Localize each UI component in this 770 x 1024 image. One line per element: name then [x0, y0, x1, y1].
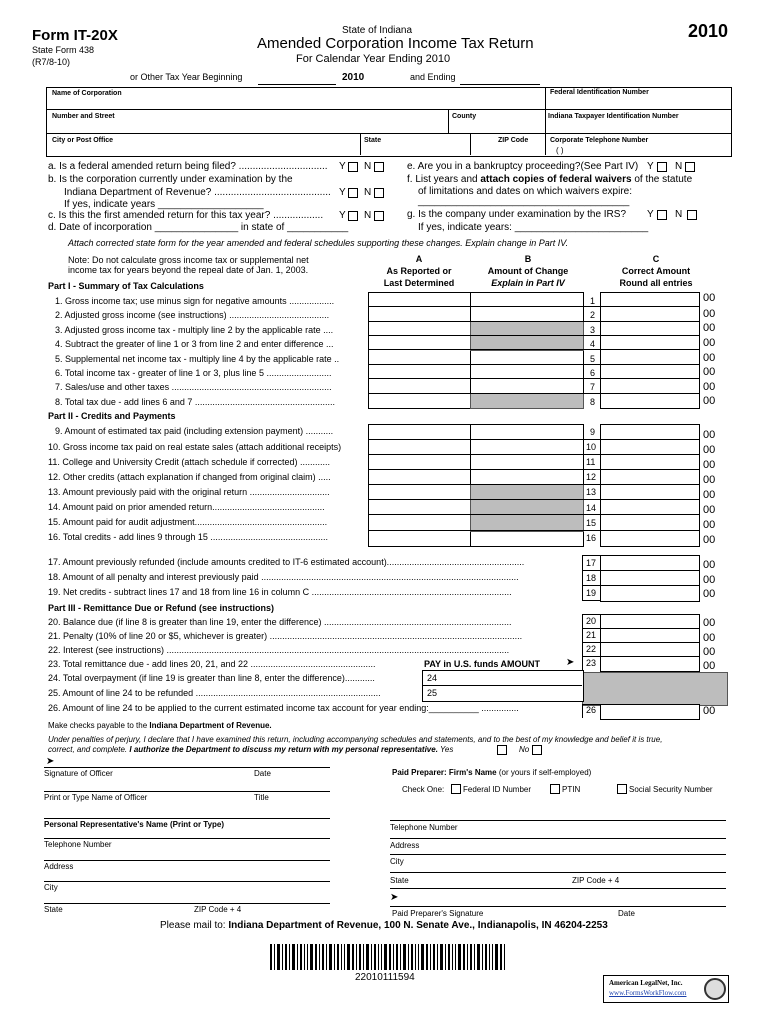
question-a-yes: Y [339, 161, 346, 172]
question-f-2: of limitations and dates on which waivers expire: [418, 186, 632, 197]
part2-row-divider [368, 439, 700, 440]
taxpayer-id-field[interactable]: Indiana Taxpayer Identification Number [548, 113, 679, 120]
question-g-no: N [675, 209, 683, 220]
column-b-subheader: Explain in Part IV [491, 278, 565, 288]
row-divider [582, 656, 700, 657]
federal-id-label: Federal ID Number [463, 785, 532, 794]
line-number: 25 [427, 688, 438, 698]
column-a-header: As Reported or [386, 266, 452, 276]
line-20: 20. Balance due (if line 8 is greater than line 19, enter the difference) ........................................................................... [48, 617, 512, 627]
county-divider [448, 109, 449, 133]
part2-shaded-b-13-15 [470, 484, 584, 532]
preparer-date-label: Date [618, 909, 635, 918]
question-g: g. Is the company under examination by the IRS? [407, 209, 627, 220]
ptin-checkbox[interactable] [550, 784, 560, 794]
line-number: 11 [586, 457, 596, 467]
cents-00: 00 [703, 429, 716, 441]
cents-00: 00 [703, 474, 716, 486]
lines-20-23-input[interactable] [600, 614, 700, 672]
part2-row-divider [368, 454, 700, 455]
preparer-address-line[interactable] [390, 838, 726, 839]
arrow-right-icon: ➤ [46, 756, 55, 767]
lines-17-19-input[interactable] [600, 555, 700, 602]
line-number: 23 [586, 658, 597, 668]
county-field[interactable]: County [452, 113, 477, 120]
cents-00: 00 [703, 308, 716, 320]
rep-zip-label: ZIP Code + 4 [194, 905, 242, 914]
line-number: 1 [590, 296, 596, 306]
question-a-yes-checkbox[interactable] [348, 162, 358, 172]
part2-line-13: 13. Amount previously paid with the original return ................................ [48, 487, 330, 497]
authorize-yes-checkbox[interactable] [497, 745, 507, 755]
cents-00: 00 [703, 534, 716, 546]
line-19: 19. Net credits - subtract lines 17 and 18 from line 16 in column C ................................................................................ [48, 587, 512, 597]
barcode-number: 22010111594 [355, 972, 415, 983]
officer-title-label: Title [254, 793, 269, 802]
state-divider [360, 133, 361, 155]
linenum-box-left [582, 555, 583, 600]
cents-00: 00 [703, 337, 716, 349]
cents-00: 00 [703, 322, 716, 334]
line-26: 26. Amount of line 24 to be applied to the current estimated income tax account for year ending:__________ ............... [48, 703, 519, 713]
part1-row-divider [368, 349, 700, 350]
preparer-state-label: State [390, 876, 409, 885]
state-form-number: State Form 438 [32, 45, 95, 55]
rep-phone-label: Telephone Number [44, 840, 112, 849]
form-title: Form IT-20X [32, 27, 118, 44]
federal-id-checkbox[interactable] [451, 784, 461, 794]
entity-info-box [46, 87, 732, 157]
line-number: 8 [590, 397, 596, 407]
row-divider [582, 585, 700, 586]
line-number: 9 [590, 427, 596, 437]
preparer-state-line[interactable] [390, 872, 726, 873]
line-number: 24 [427, 673, 438, 683]
rep-phone-line[interactable] [44, 838, 330, 839]
part1-row-divider [368, 335, 700, 336]
tax-year-beginning-label: or Other Tax Year Beginning [130, 72, 243, 82]
question-e-yes-checkbox[interactable] [657, 162, 667, 172]
rep-address-label: Address [44, 862, 74, 871]
row-divider [582, 642, 700, 643]
part1-line-7: 7. Sales/use and other taxes ................................................................ [55, 382, 332, 392]
preparer-heading: Paid Preparer: Firm's Name (or yours if self-employed) [392, 768, 592, 777]
line-23: 23. Total remittance due - add lines 20, 21, and 22 .................................................. [48, 659, 376, 669]
question-e-yes: Y [647, 161, 654, 172]
note-line-2: income tax for years beyond the repeal date of Jan. 1, 2003. [68, 265, 309, 275]
preparer-city-line[interactable] [390, 854, 726, 855]
line-number: 26 [586, 705, 597, 715]
part1-row-divider [368, 393, 700, 394]
entity-vdivider [545, 87, 546, 155]
part1-line-1: 1. Gross income tax; use minus sign for negative amounts .................. [55, 296, 335, 306]
line-17: 17. Amount previously refunded (include amounts credited to IT-6 estimated account)....................................................... [48, 557, 525, 567]
row-divider [422, 685, 582, 686]
cents-00: 00 [703, 459, 716, 471]
city-field[interactable]: City or Post Office [52, 137, 114, 144]
part2-column-a-input[interactable] [368, 424, 472, 547]
authorize-no-label: No [519, 745, 530, 754]
column-a-letter: A [415, 254, 423, 264]
part1-shaded-b-8 [470, 393, 584, 409]
question-c-no: N [364, 210, 372, 221]
preparer-phone-label: Telephone Number [390, 823, 458, 832]
note-line-1: Note: Do not calculate gross income tax or supplemental net [68, 255, 309, 265]
preparer-zip-line[interactable] [390, 888, 726, 889]
question-g-no-checkbox[interactable] [687, 210, 697, 220]
rep-name-line[interactable] [44, 818, 330, 819]
cents-00: 00 [703, 381, 716, 393]
cents-00: 00 [703, 444, 716, 456]
part1-line-4: 4. Subtract the greater of line 1 or 3 from line 2 and enter difference ... [55, 339, 334, 349]
ssn-checkbox[interactable] [617, 784, 627, 794]
part1-line-6: 6. Total income tax - greater of line 1 or 3, plus line 5 .......................... [55, 368, 332, 378]
question-b-years: If yes, indicate years ___________________ [64, 199, 264, 210]
rep-state-label: State [44, 905, 63, 914]
part3-heading: Part III - Remittance Due or Refund (see instructions) [48, 603, 275, 613]
question-b: b. Is the corporation currently under examination by the [48, 174, 293, 185]
phone-parentheses: ( ) [556, 146, 564, 155]
question-b-yes: Y [339, 187, 346, 198]
line-number: 20 [586, 616, 597, 626]
tax-year: 2010 [688, 21, 729, 41]
column-c-header: Correct Amount [621, 266, 691, 276]
officer-signature-line[interactable] [44, 767, 330, 768]
preparer-address-label: Address [390, 841, 420, 850]
part2-line-10: 10. Gross income tax paid on real estate sales (attach additional receipts) [48, 442, 342, 452]
part2-row-divider [368, 499, 700, 500]
question-g-yes: Y [647, 209, 654, 220]
question-g-yes-checkbox[interactable] [657, 210, 667, 220]
begin-date-line [258, 84, 336, 85]
corporation-name-field[interactable]: Name of Corporation [52, 90, 122, 97]
perjury-statement-1: Under penalties of perjury, I declare that I have examined this return, including accompanying schedules and statements, and to the best of my knowledge and belief it is true, [48, 735, 663, 744]
preparer-signature-label: Paid Preparer's Signature [392, 909, 484, 918]
question-a-no: N [364, 161, 372, 172]
question-f-blank: ______________________________________ [418, 196, 630, 207]
part1-row-divider [368, 306, 700, 307]
rep-address-line[interactable] [44, 860, 330, 861]
publisher-website[interactable]: www.FormsWorkFlow.com [609, 989, 687, 997]
question-e-no-checkbox[interactable] [685, 162, 695, 172]
part2-column-c-input[interactable] [600, 424, 700, 547]
eagle-seal-icon [704, 978, 726, 1000]
question-c-no-checkbox[interactable] [374, 211, 384, 221]
line-number: 6 [590, 368, 596, 378]
line-25: 25. Amount of line 24 to be refunded .......................................................................... [48, 688, 381, 698]
question-a: a. Is a federal amended return being filed? ................................ [48, 161, 328, 172]
cents-00: 00 [703, 705, 716, 717]
zip-divider [470, 133, 471, 155]
arrow-right-icon: ➤ [390, 892, 399, 903]
line-number: 18 [586, 573, 597, 583]
part2-line-16: 16. Total credits - add lines 9 through 15 ............................................... [48, 532, 328, 542]
calendar-year-line: For Calendar Year Ending 2010 [296, 53, 451, 65]
make-checks-note: Make checks payable to the Indiana Department of Revenue. [48, 721, 272, 730]
column-b-letter: B [524, 254, 532, 264]
linenum-box-top [582, 614, 600, 615]
zip-field[interactable]: ZIP Code [498, 137, 529, 144]
linenum-box-bottom [582, 600, 600, 601]
form-revision: (R7/8-10) [32, 57, 71, 67]
line-number: 13 [586, 487, 597, 497]
rep-city-label: City [44, 883, 58, 892]
part1-row-divider [368, 364, 700, 365]
question-e: e. Are you in a bankruptcy proceeding?(See Part IV) [407, 161, 639, 172]
part1-line-3: 3. Adjusted gross income tax - multiply line 2 by the applicable rate .... [55, 325, 334, 335]
print-name-label: Print or Type Name of Officer [44, 793, 148, 802]
and-ending-label: and Ending [410, 72, 456, 82]
part1-row-divider [368, 321, 700, 322]
question-c-yes: Y [339, 210, 346, 221]
line-number: 12 [586, 472, 597, 482]
cents-00: 00 [703, 617, 716, 629]
cents-00: 00 [703, 395, 716, 407]
part1-shaded-b-3-4 [470, 321, 584, 351]
lines-24-25-input[interactable] [422, 670, 584, 702]
cents-00: 00 [703, 588, 716, 600]
linenum-box-left [582, 704, 583, 718]
question-c-yes-checkbox[interactable] [348, 211, 358, 221]
cents-00: 00 [703, 574, 716, 586]
publisher-name: American LegalNet, Inc. [609, 979, 683, 987]
line-22: 22. Interest (see instructions) ......................................................................................................................................... [48, 645, 510, 655]
column-b-header: Amount of Change [487, 266, 569, 276]
year-field: 2010 [342, 72, 365, 83]
line-number: 3 [590, 325, 596, 335]
rep-name-label: Personal Representative's Name (Print or Type) [44, 820, 225, 829]
ssn-label: Social Security Number [629, 785, 713, 794]
attach-instruction: Attach corrected state form for the year amended and federal schedules supporting these changes. Explain change in Part IV. [68, 238, 569, 248]
line-24: 24. Total overpayment (if line 19 is greater than line 8, enter the difference)............ [48, 673, 375, 683]
part1-line-8: 8. Total tax due - add lines 6 and 7 ........................................................ [55, 397, 335, 407]
mailing-address: Please mail to: Indiana Department of Revenue, 100 N. Senate Ave., Indianapolis, IN 46204-2253 [160, 920, 608, 931]
page-title: Amended Corporation Income Tax Return [257, 35, 534, 52]
cents-00: 00 [703, 366, 716, 378]
perjury-statement-2: correct, and complete. I authorize the Department to discuss my return with my personal representative. Yes [48, 745, 454, 754]
line-number: 14 [586, 503, 597, 513]
part2-line-9: 9. Amount of estimated tax paid (including extension payment) ........... [55, 426, 334, 436]
line-number: 21 [586, 630, 597, 640]
column-c-letter: C [652, 254, 660, 264]
part2-row-divider [368, 469, 700, 470]
entity-divider-2 [46, 133, 732, 134]
line-number: 22 [586, 644, 597, 654]
rep-city-line[interactable] [44, 881, 330, 882]
column-c-subheader: Round all entries [619, 278, 693, 288]
shaded-lines-24-25 [582, 672, 728, 706]
line-number: 17 [586, 558, 597, 568]
question-g-years: If yes, indicate years: ________________________ [418, 222, 649, 233]
part2-line-12: 12. Other credits (attach explanation if changed from original claim) ..... [48, 472, 331, 482]
line-number: 7 [590, 382, 596, 392]
street-field[interactable]: Number and Street [52, 113, 115, 120]
part1-row-divider [368, 378, 700, 379]
question-b-no: N [364, 187, 372, 198]
part2-row-divider [368, 530, 700, 531]
preparer-zip-label: ZIP Code + 4 [572, 876, 620, 885]
part2-line-11: 11. College and University Credit (attach schedule if corrected) ............ [48, 457, 330, 467]
state-field[interactable]: State [364, 137, 382, 144]
cents-00: 00 [703, 292, 716, 304]
part2-heading: Part II - Credits and Payments [48, 411, 176, 421]
entity-divider-1 [46, 109, 732, 110]
authorize-no-checkbox[interactable] [532, 745, 542, 755]
phone-field[interactable]: Corporate Telephone Number [550, 137, 649, 144]
question-a-no-checkbox[interactable] [374, 162, 384, 172]
part2-line-15: 15. Amount paid for audit adjustment..................................................... [48, 517, 328, 527]
cents-00: 00 [703, 519, 716, 531]
question-b-2: Indiana Department of Revenue? .......................................... [64, 187, 331, 198]
line-number: 2 [590, 310, 596, 320]
officer-signature-label: Signature of Officer [44, 769, 113, 778]
line-number: 5 [590, 354, 596, 364]
line-number: 4 [590, 339, 596, 349]
check-one-label: Check One: [402, 785, 445, 794]
officer-name-line[interactable] [44, 791, 330, 792]
question-e-no: N [675, 161, 683, 172]
part2-line-14: 14. Amount paid on prior amended return............................................. [48, 502, 325, 512]
part1-heading: Part I - Summary of Tax Calculations [48, 281, 204, 291]
pay-us-funds-label: PAY in U.S. funds AMOUNT [424, 659, 541, 669]
cents-00: 00 [703, 632, 716, 644]
line-number: 15 [586, 518, 597, 528]
line-21: 21. Penalty (10% of line 20 or $5, whichever is greater) ..................................................................................................... [48, 631, 523, 641]
part1-column-c-input[interactable] [600, 292, 700, 409]
row-divider [582, 628, 700, 629]
preparer-signature-line[interactable] [390, 906, 726, 907]
preparer-city-label: City [390, 857, 404, 866]
cents-00: 00 [703, 646, 716, 658]
line-number: 19 [586, 588, 597, 598]
question-d: d. Date of incorporation _______________ in state of ___________ [48, 222, 349, 233]
cents-00: 00 [703, 504, 716, 516]
part2-row-divider [368, 514, 700, 515]
ptin-label: PTIN [562, 785, 581, 794]
cents-00: 00 [703, 660, 716, 672]
cents-00: 00 [703, 352, 716, 364]
linenum-box-top [582, 555, 600, 556]
question-c: c. Is this the first amended return for this tax year? .................. [48, 210, 324, 221]
question-b-no-checkbox[interactable] [374, 188, 384, 198]
part1-column-a-input[interactable] [368, 292, 472, 409]
line-18: 18. Amount of all penalty and interest previously paid ....................................................................................................... [48, 572, 519, 582]
question-b-yes-checkbox[interactable] [348, 188, 358, 198]
line-number: 16 [586, 533, 597, 543]
end-date-line [460, 84, 540, 85]
question-f: f. List years and attach copies of federal waivers of the statute [407, 174, 693, 185]
part1-line-2: 2. Adjusted gross income (see instructions) ........................................ [55, 310, 330, 320]
rep-state-line[interactable] [44, 903, 330, 904]
part1-line-5: 5. Supplemental net income tax - multiply line 4 by the applicable rate .. [55, 354, 340, 364]
row-divider [582, 570, 700, 571]
line-number: 10 [586, 442, 597, 452]
cents-00: 00 [703, 489, 716, 501]
line-26-input[interactable] [600, 704, 700, 720]
column-a-subheader: Last Determined [383, 278, 455, 288]
part2-row-divider [368, 484, 700, 485]
cents-00: 00 [703, 559, 716, 571]
signature-date-label: Date [254, 769, 271, 778]
arrow-right-icon: ➤ [566, 657, 575, 668]
preparer-phone-line[interactable] [390, 820, 726, 821]
fein-field[interactable]: Federal Identification Number [550, 89, 649, 96]
state-label: State of Indiana [342, 25, 413, 36]
